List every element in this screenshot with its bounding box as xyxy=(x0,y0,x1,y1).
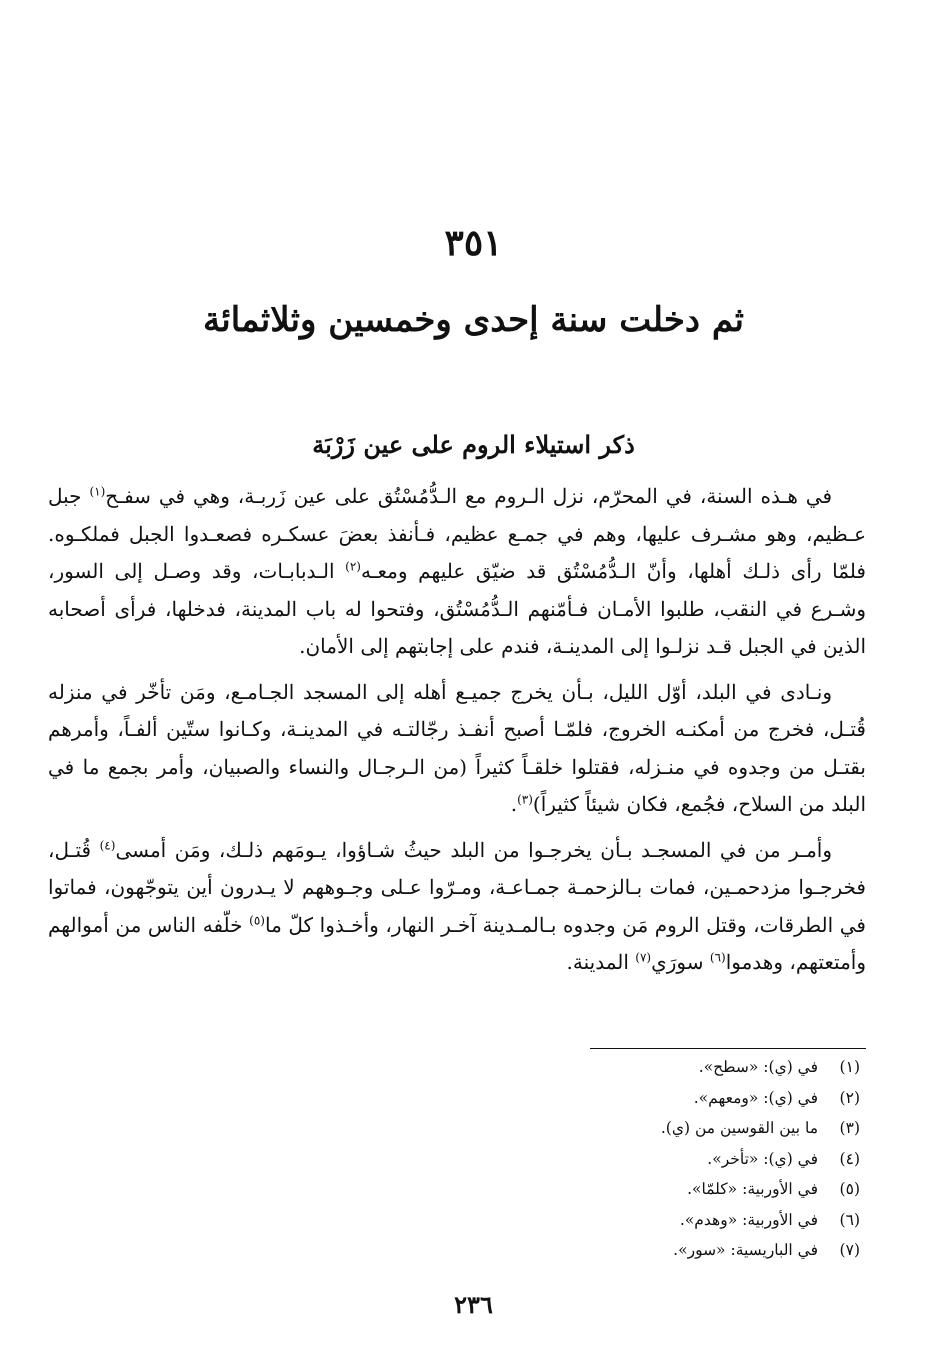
footnote-text: في الأوربية: «وهدم». xyxy=(679,1210,818,1229)
footnote-number: (٣) xyxy=(839,1119,860,1137)
footnote-ref-3: (٣) xyxy=(517,792,533,807)
section-subtitle: ذكر استيلاء الروم على عين زَرْبَة xyxy=(312,430,635,459)
footnote-ref-5: (٥) xyxy=(249,912,265,927)
paragraph-text: قُتـل، فخرجـوا مزدحمـين، فمات بـالزحمـة جمـاعـة، ومـرّوا عـلى وجـوههم لا يـدرون أين يتوجّهون، فماتوا في الطرقات، وقتل الروم مَن وجدوه بـالمـدينة آخـر النهار، وأخـذوا كلّ ما xyxy=(48,837,866,937)
year-heading: ٣٥١ xyxy=(444,222,503,264)
footnote-ref-2: (٢) xyxy=(345,559,361,574)
footnote-ref-7: (٧) xyxy=(635,950,652,965)
footnote-item xyxy=(300,1113,860,1144)
footnote-item xyxy=(300,1235,860,1266)
paragraph-text: في هـذه السنة، في المحرّم، نزل الـروم مع الـدُّمُسْتُق على عين زَربـة، وهي في سفـح xyxy=(105,484,833,508)
footnote-item xyxy=(300,1144,860,1175)
paragraph-text: خلّفه الناس من أموالهم وأمتعتهم، وهدموا xyxy=(48,912,866,974)
footnote-item xyxy=(300,1205,860,1236)
paragraph-text: سورَي xyxy=(651,950,710,974)
footnotes xyxy=(300,1052,860,1266)
paragraph-text: جبل عـظيم، وهو مشـرف عليها، وهم في جمـع عظيم، فـأنفذ بعضَ عسكـره فصعـدوا الجبل فملكـوه. فلمّا رأى ذلـك أهلها، وأنّ الـدُّمُسْتُق قد ضيّق عليهم ومعـه xyxy=(48,484,867,583)
footnote-ref-1: (١) xyxy=(89,484,106,499)
footnote-number: (٢) xyxy=(839,1088,860,1107)
paragraph-1 xyxy=(48,478,866,666)
footnote-item xyxy=(300,1083,860,1114)
body-text xyxy=(48,478,866,982)
footnote-ref-4: (٤) xyxy=(99,837,116,852)
footnote-text: في (ي): «سطح». xyxy=(698,1058,818,1076)
paragraph-text: الـدبابـات، وقد وصـل إلى السور، وشـرع في النقب، طلبوا الأمـان فـأمّنهم الـدُّمُسْتُق، وفتحوا له باب المدينة، فدخلها، فرأى أصحابه الذين في الجبل قـد نزلـوا إلى المدينـة، فندم على إجابتهم إلى الأمان. xyxy=(48,559,866,658)
paragraph-3 xyxy=(48,832,866,982)
paragraph-2 xyxy=(48,674,866,824)
footnote-text: في (ي): «ومعهم». xyxy=(693,1088,818,1107)
footnote-number: (١) xyxy=(839,1058,860,1076)
footnote-text: ما بين القوسين من (ي). xyxy=(660,1119,818,1137)
footnote-text: في (ي): «تأخر». xyxy=(707,1149,818,1168)
paragraph-text: وأمـر من في المسجـد بـأن يخرجـوا من البلد حيثُ شـاؤوا، يـومَهم ذلـك، ومَن أمسى xyxy=(115,837,832,862)
paragraph-text: المدينة. xyxy=(566,950,636,974)
chapter-title: ثم دخلت سنة إحدى وخمسين وثلاثمائة xyxy=(203,300,744,340)
footnote-number: (٦) xyxy=(839,1210,860,1229)
footnote-ref-6: (٦) xyxy=(709,950,726,965)
footnote-number: (٤) xyxy=(839,1149,860,1168)
paragraph-text: . xyxy=(510,792,518,816)
page-number: ٢٣٦ xyxy=(454,1290,493,1319)
footnote-text: في الباريسية: «سور». xyxy=(673,1241,818,1259)
footnote-item xyxy=(300,1052,860,1083)
paragraph-text: ونـادى في البلد، أوّل الليل، بـأن يخرج جميـع أهله إلى المسجد الجـامـع، ومَن تأخّر في منزله قُتـل، فخرج من أمكنـه الخروج، فلمّـا أصبح أنفـذ رجّالتـه في المدينـة، وكـانوا ستّين ألفـاً، وأمرهم بقتـل من وجدوه في منـزله، فقتلوا خلقـاً كثيراً (من الـرجـال والنساء والصبيان، وأمر بجمع ما في البلد من السلاح، فجُمع، فكان شيئاً كثيراً) xyxy=(48,679,866,816)
footnote-divider xyxy=(590,1048,866,1049)
footnote-number: (٥) xyxy=(839,1180,860,1198)
footnote-text: في الأوربية: «كلمّا». xyxy=(687,1180,818,1198)
footnote-item xyxy=(300,1174,860,1205)
footnote-number: (٧) xyxy=(839,1241,860,1259)
